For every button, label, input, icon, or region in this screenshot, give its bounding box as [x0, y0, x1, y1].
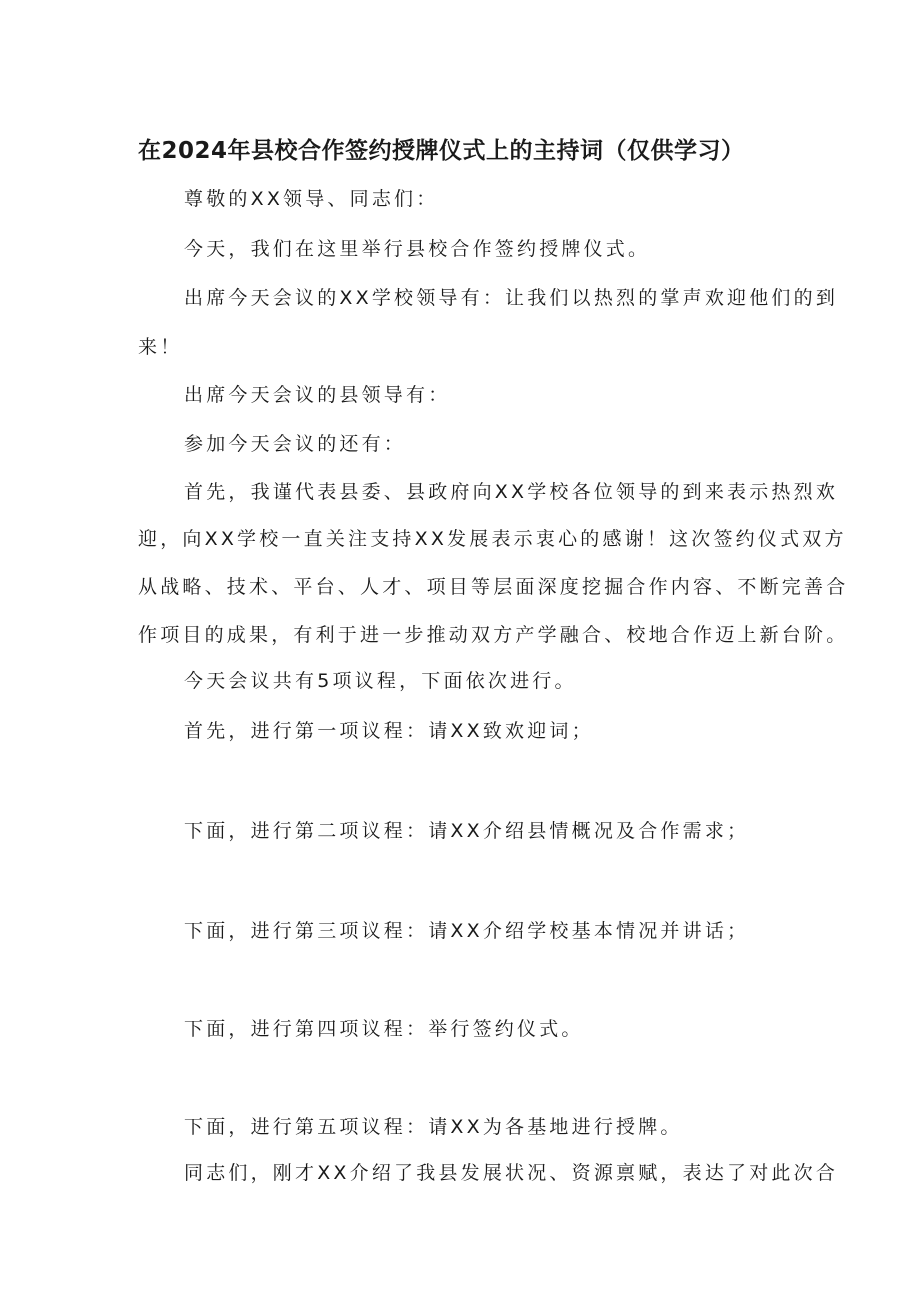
paragraph-line: 首先，我谨代表县委、县政府向XX学校各位领导的到来表示热烈欢 [184, 481, 839, 503]
agenda-item-5: 下面，进行第五项议程：请XX为各基地进行授牌。 [184, 1116, 683, 1138]
paragraph-line: 出席今天会议的县领导有： [184, 384, 451, 406]
paragraph-line: 同志们，刚才XX介绍了我县发展状况、资源禀赋，表达了对此次合 [184, 1162, 839, 1184]
paragraph-line: 今天会议共有5项议程，下面依次进行。 [184, 670, 577, 692]
paragraph-line: 今天，我们在这里举行县校合作签约授牌仪式。 [184, 238, 651, 260]
agenda-item-4: 下面，进行第四项议程：举行签约仪式。 [184, 1018, 584, 1040]
paragraph-line: 来！ [138, 336, 183, 358]
agenda-item-3: 下面，进行第三项议程：请XX介绍学校基本情况并讲话； [184, 920, 750, 942]
paragraph-line: 作项目的成果，有利于进一步推动双方产学融合、校地合作迈上新台阶。 [138, 624, 849, 646]
agenda-item-1: 首先，进行第一项议程：请XX致欢迎词； [184, 720, 594, 742]
document-title: 在2024年县校合作签约授牌仪式上的主持词（仅供学习） [138, 138, 745, 164]
salutation-line: 尊敬的XX领导、同志们： [184, 188, 439, 210]
paragraph-line: 参加今天会议的还有： [184, 433, 407, 455]
paragraph-line: 出席今天会议的XX学校领导有：让我们以热烈的掌声欢迎他们的到 [184, 287, 839, 309]
paragraph-line: 迎，向XX学校一直关注支持XX发展表示衷心的感谢！这次签约仪式双方 [138, 528, 847, 550]
paragraph-line: 从战略、技术、平台、人才、项目等层面深度挖掘合作内容、不断完善合 [138, 576, 849, 598]
agenda-item-2: 下面，进行第二项议程：请XX介绍县情概况及合作需求； [184, 820, 750, 842]
